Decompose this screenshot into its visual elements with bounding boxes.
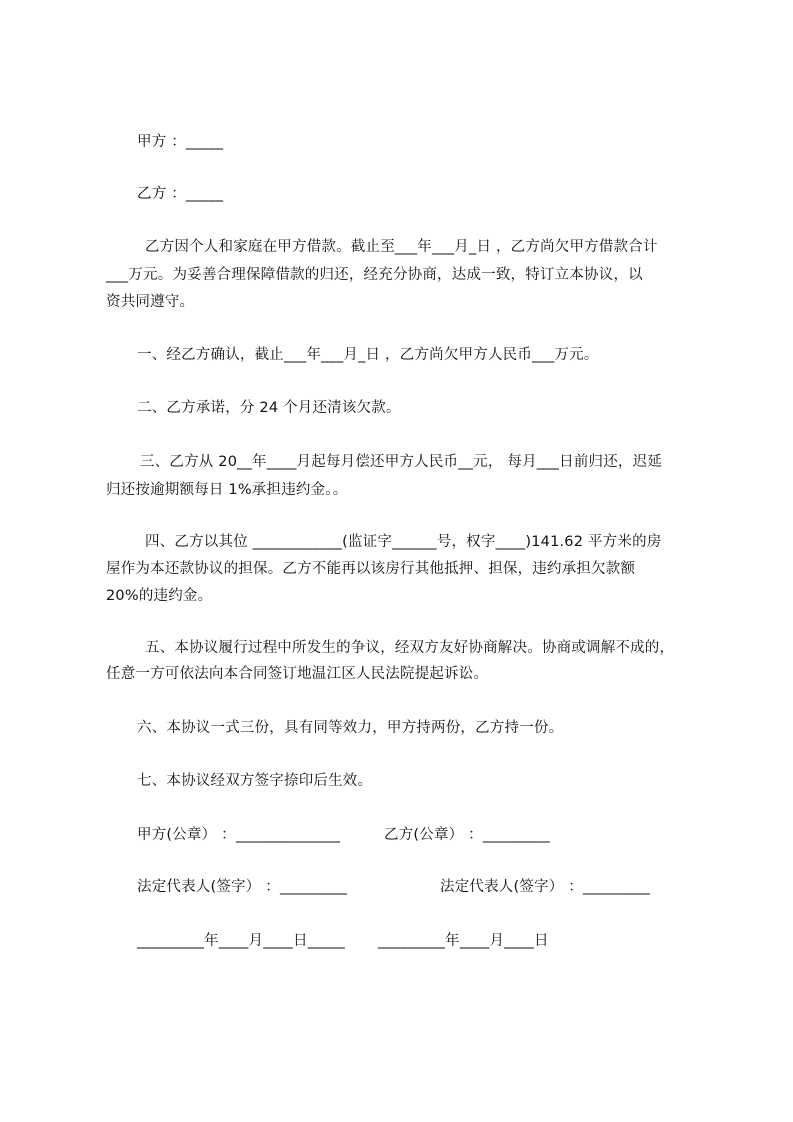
clause-6: 六、本协议一式三份，具有同等效力，甲方持两份，乙方持一份。 — [137, 720, 564, 736]
intro-line: 乙方因个人和家庭在甲方借款。截止至___年___月_日 ，乙方尚欠甲方借款合计 — [145, 239, 658, 255]
clause-line: 五、本协议履行过程中所发生的争议，经双方友好协商解决。协商或调解不成的， — [145, 640, 675, 656]
clause-line: 三、乙方从 20__年____月起每月偿还甲方人民币__元， 每月___日前归还，迟延 — [140, 454, 663, 470]
clause-2: 二、乙方承诺，分 24 个月还清该欠款。 — [137, 400, 401, 416]
party-b-seal: 乙方(公章） ：_________ — [384, 827, 550, 843]
intro-line: 资共同遵守。 — [106, 294, 195, 310]
clause-1: 一、经乙方确认，截止___年___月_日 ，乙方尚欠甲方人民币___万元。 — [137, 347, 599, 363]
clause-line: 四、乙方以其位 ____________(监证字______号，权字____)141.62 平方米的房 — [145, 534, 662, 550]
clause-line: 任意一方可依法向本合同签订地温江区人民法院提起诉讼。 — [106, 666, 489, 682]
party-a-date: _________年____月____日_____ — [137, 933, 345, 949]
intro-line: ___万元。为妥善合理保障借款的归还，经充分协商，达成一致，特订立本协议，以 — [106, 267, 643, 283]
clause-7: 七、本协议经双方签字捺印后生效。 — [137, 773, 373, 789]
party-a-seal: 甲方(公章） ：______________ — [137, 827, 341, 843]
party-a-representative: 法定代表人(签字） ：_________ — [137, 879, 348, 895]
clause-line: 20%的违约金。 — [106, 588, 213, 604]
clause-line: 屋作为本还款协议的担保。乙方不能再以该房行其他抵押、担保，违约承担欠款额 — [106, 561, 636, 577]
party-a-line: 甲方 ：_____ — [137, 134, 224, 150]
party-b-date: _________年____月____日 — [378, 933, 549, 949]
clause-line: 归还按逾期额每日 1%承担违约金。。 — [106, 482, 348, 498]
party-b-representative: 法定代表人(签字） ：_________ — [440, 879, 651, 895]
party-b-line: 乙方 ：_____ — [137, 186, 224, 202]
